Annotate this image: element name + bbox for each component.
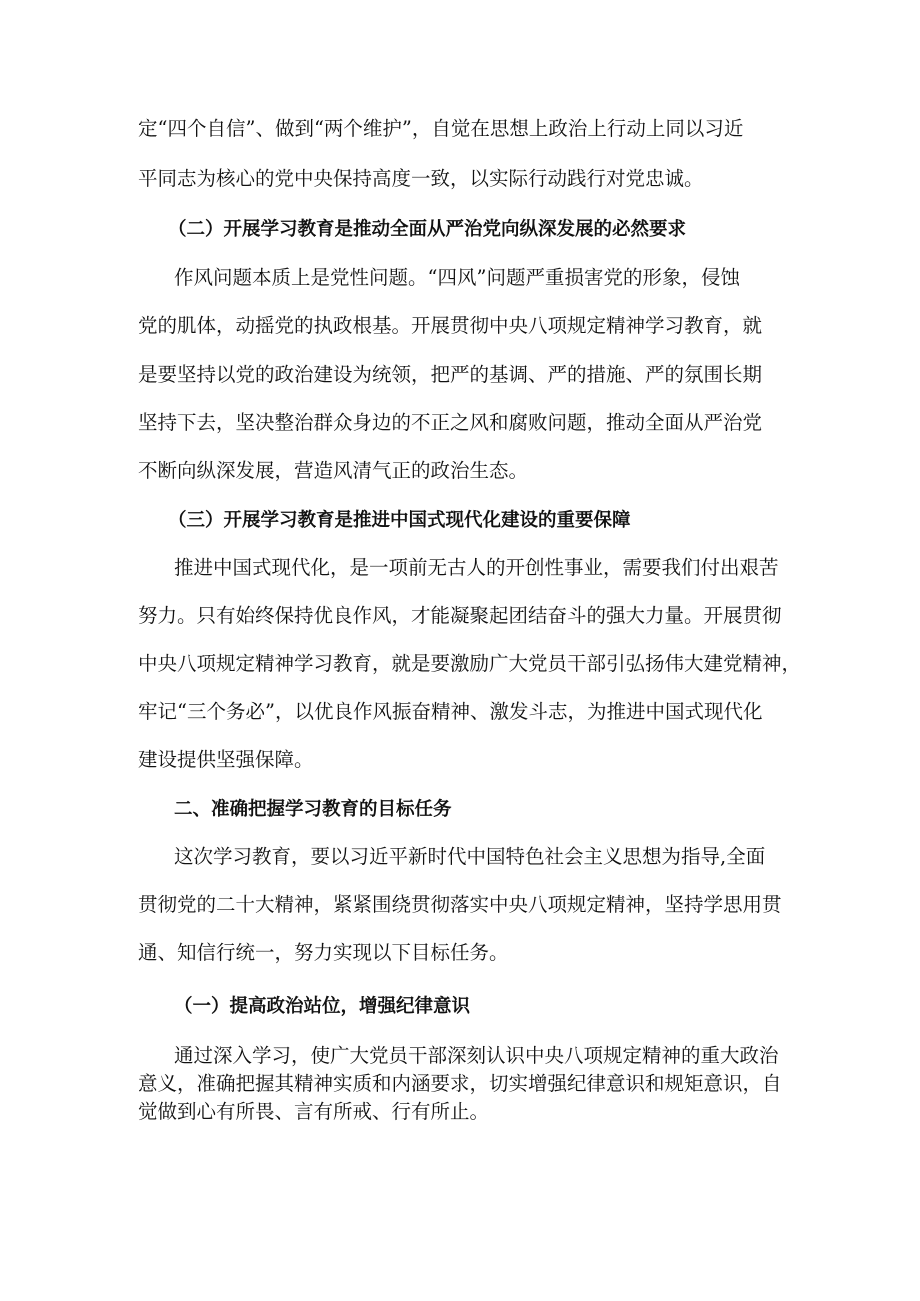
part-2-line-2: 贯彻党的二十大精神，紧紧围绕贯彻落实中央八项规定精神，坚持学思用贯 (138, 893, 782, 916)
task-1-line-1: 通过深入学习，使广大党员干部深刻认识中央八项规定精神的重大政治 (174, 1044, 779, 1067)
section-3-line-1: 推进中国式现代化，是一项前无古人的开创性事业，需要我们付出艰苦 (174, 556, 779, 579)
section-2-line-1: 作风问题本质上是党性问题。“四风”问题严重损害党的形象，侵蚀 (174, 266, 740, 289)
part-2-line-3: 通、知信行统一，努力实现以下目标任务。 (138, 941, 509, 964)
section-3-line-3: 中央八项规定精神学习教育，就是要激励广大党员干部引弘扬伟大建党精神， (138, 652, 802, 675)
intro-line-2: 平同志为核心的党中央保持高度一致，以实际行动践行对党忠诚。 (138, 167, 704, 190)
task-1-line-3: 觉做到心有所畏、言有所戒、行有所止。 (138, 1100, 490, 1123)
section-3-heading: （三）开展学习教育是推进中国式现代化建设的重要保障 (168, 510, 631, 531)
section-2-line-4: 坚持下去，坚决整治群众身边的不正之风和腐败问题，推动全面从严治党 (138, 411, 763, 434)
section-2-line-2: 党的肌体，动摇党的执政根基。开展贯彻中央八项规定精神学习教育，就 (138, 314, 763, 337)
section-3-line-5: 建设提供坚强保障。 (138, 748, 314, 771)
task-1-line-2: 意义，准确把握其精神实质和内涵要求，切实增强纪律意识和规矩意识，自 (138, 1072, 782, 1095)
part-2-heading: 二、准确把握学习教育的目标任务 (174, 799, 452, 820)
section-2-line-3: 是要坚持以党的政治建设为统领，把严的基调、严的措施、严的氛围长期 (138, 363, 763, 386)
section-3-line-2: 努力。只有始终保持优良作风，才能凝聚起团结奋斗的强大力量。开展贯彻 (138, 604, 782, 627)
section-3-line-4: 牢记“三个务必”，以优良作风振奋精神、激发斗志，为推进中国式现代化 (138, 700, 763, 723)
section-2-heading: （二）开展学习教育是推动全面从严治党向纵深发展的必然要求 (168, 219, 687, 240)
part-2-line-1: 这次学习教育，要以习近平新时代中国特色社会主义思想为指导,全面 (174, 845, 766, 868)
section-2-line-5: 不断向纵深发展，营造风清气正的政治生态。 (138, 459, 529, 482)
intro-line-1: 定“四个自信”、做到“两个维护”，自觉在思想上政治上行动上同以习近 (138, 117, 744, 140)
task-1-heading: （一）提高政治站位，增强纪律意识 (174, 996, 471, 1017)
